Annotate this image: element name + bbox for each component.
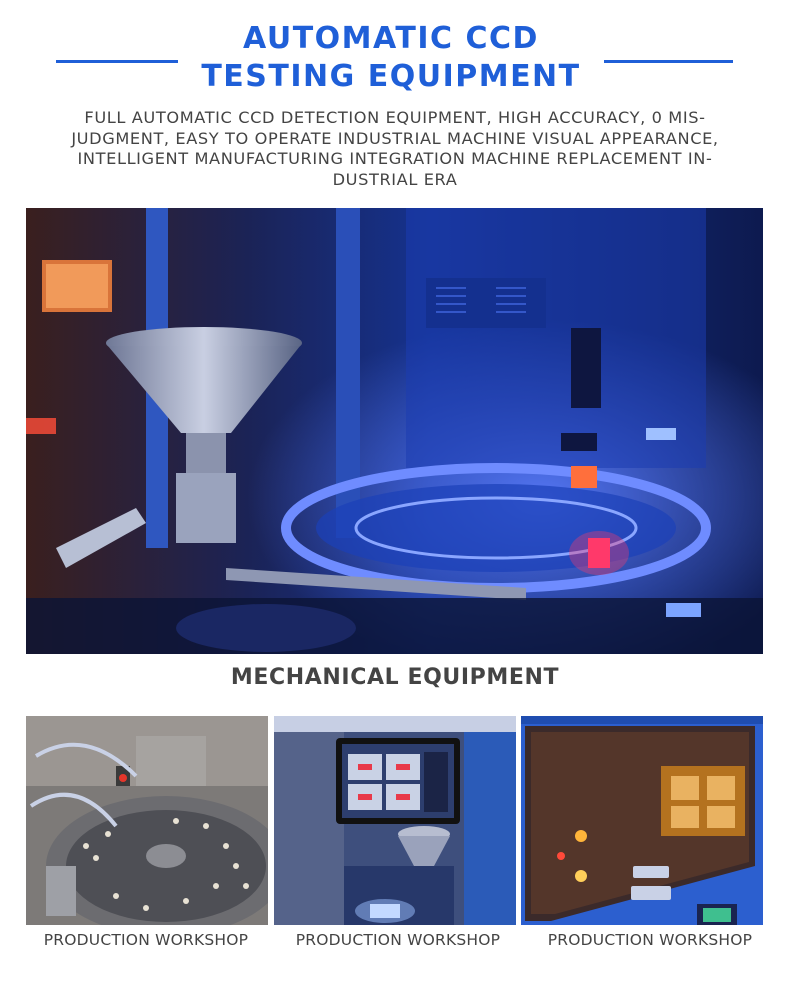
gallery-caption-1: PRODUCTION WORKSHOP <box>43 931 249 949</box>
header <box>0 20 790 100</box>
page-title: AUTOMATIC CCD TESTING EQUIPMENT <box>201 21 581 94</box>
title-rule-right <box>604 60 733 63</box>
section-label: MECHANICAL EQUIPMENT <box>230 665 560 690</box>
title-rule-left <box>56 60 178 63</box>
hero-equipment-photo <box>26 208 763 654</box>
gallery-caption-3: PRODUCTION WORKSHOP <box>547 931 753 949</box>
page-subtitle: FULL AUTOMATIC CCD DETECTION EQUIPMENT, HIGH ACCURACY, 0 MIS-JUDGMENT, EASY TO OPERATE INDUSTRIAL MACHINE VISUAL APPEARANCE, INTELLIGENT MANUFACTURING INTEGRATION MACHINE REPLACEMENT IN-DUSTRIAL ERA <box>71 108 719 189</box>
workshop-photo-2 <box>274 716 516 925</box>
workshop-photo-3 <box>521 716 763 925</box>
workshop-photo-1 <box>26 716 268 925</box>
gallery-caption-2: PRODUCTION WORKSHOP <box>295 931 501 949</box>
